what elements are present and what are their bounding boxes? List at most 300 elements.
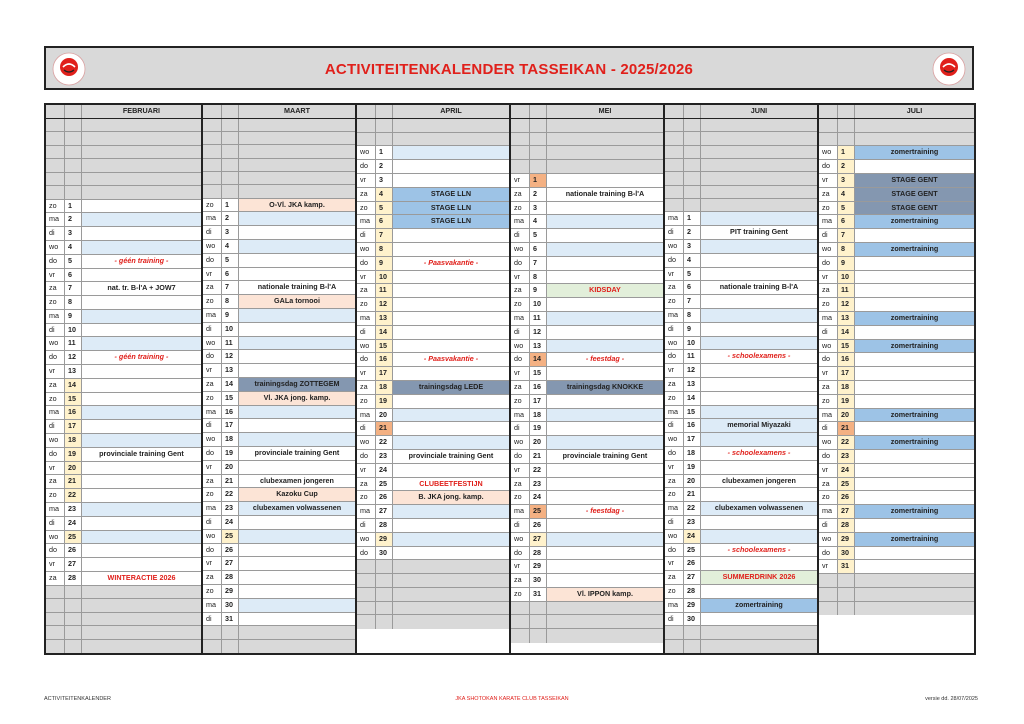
weekday-label: ma [203, 406, 222, 419]
calendar-day-row [819, 464, 974, 478]
event-label[interactable]: - schoolexamens - [701, 544, 817, 557]
event-label[interactable]: Vl. IPPON kamp. [547, 588, 663, 601]
event-label [82, 296, 201, 309]
day-number: 3 [838, 174, 855, 187]
weekday-label [46, 586, 65, 598]
day-number [530, 146, 547, 159]
event-label[interactable]: zomertraining [855, 533, 974, 546]
event-label[interactable]: memorial Miyazaki [701, 419, 817, 432]
calendar-day-row [357, 353, 509, 367]
event-label[interactable]: nationale training B-l'A [701, 281, 817, 294]
event-label[interactable]: provinciale training Gent [393, 450, 509, 463]
day-number: 27 [530, 533, 547, 546]
month-name: MEI [547, 105, 663, 118]
weekday-label: di [46, 517, 65, 530]
calendar-empty-row [665, 199, 817, 212]
day-number: 18 [65, 434, 82, 447]
weekday-label: ma [819, 312, 838, 325]
event-label[interactable]: Kazoku Cup [239, 488, 355, 501]
calendar-day-row [819, 202, 974, 216]
weekday-label [511, 629, 530, 643]
calendar-day-row [819, 505, 974, 519]
weekday-label: za [665, 571, 684, 584]
day-number: 11 [684, 350, 701, 363]
weekday-label: za [46, 572, 65, 585]
weekday-label: vr [46, 462, 65, 475]
weekday-label: za [665, 475, 684, 488]
calendar-day-row [203, 488, 355, 502]
calendar-day-row [357, 174, 509, 188]
weekday-label: ma [357, 505, 376, 518]
calendar-day-row [511, 312, 663, 326]
weekday-label: do [511, 547, 530, 560]
calendar-day-row [46, 324, 201, 338]
event-label [82, 269, 201, 282]
event-label [239, 419, 355, 432]
day-number: 10 [684, 337, 701, 350]
calendar-empty-row [511, 119, 663, 133]
event-label [82, 462, 201, 475]
calendar-day-row [46, 379, 201, 393]
event-label [239, 212, 355, 225]
event-label[interactable]: Vl. JKA jong. kamp. [239, 392, 355, 405]
calendar-day-row [819, 312, 974, 326]
event-label[interactable]: zomertraining [855, 505, 974, 518]
event-label[interactable]: STAGE LLN [393, 188, 509, 201]
weekday-label: do [357, 353, 376, 366]
header-spacer [530, 105, 547, 118]
calendar-day-row [819, 519, 974, 533]
weekday-label: wo [511, 436, 530, 449]
event-label[interactable]: SUMMERDRINK 2026 [701, 571, 817, 584]
day-number: 27 [684, 571, 701, 584]
event-label [239, 226, 355, 239]
day-number: 29 [222, 585, 239, 598]
event-label[interactable]: provinciale training Gent [547, 450, 663, 463]
weekday-label: za [203, 475, 222, 488]
calendar-day-row [357, 340, 509, 354]
calendar-day-row [511, 395, 663, 409]
weekday-label: zo [203, 392, 222, 405]
day-number: 21 [376, 422, 393, 435]
event-label[interactable]: KIDSDAY [547, 284, 663, 297]
event-label[interactable]: trainingsdag KNOKKE [547, 381, 663, 394]
weekday-label: zo [511, 395, 530, 408]
event-label[interactable]: O-Vl. JKA kamp. [239, 199, 355, 212]
weekday-label [46, 599, 65, 611]
event-label[interactable]: zomertraining [855, 215, 974, 228]
calendar-day-row [46, 475, 201, 489]
calendar-day-row [203, 392, 355, 406]
event-label [239, 585, 355, 598]
event-label [82, 241, 201, 254]
calendar-empty-row [46, 586, 201, 599]
day-number: 3 [684, 240, 701, 253]
weekday-label: zo [203, 199, 222, 212]
event-label[interactable]: STAGE LLN [393, 202, 509, 215]
header-spacer [684, 105, 701, 118]
event-label [547, 422, 663, 435]
day-number: 17 [376, 367, 393, 380]
weekday-label: di [46, 227, 65, 240]
day-number: 15 [376, 340, 393, 353]
day-number: 20 [530, 436, 547, 449]
weekday-label: vr [511, 464, 530, 477]
calendar-empty-row [357, 574, 509, 588]
day-number: 18 [684, 447, 701, 460]
weekday-label [665, 159, 684, 171]
day-number: 5 [376, 202, 393, 215]
day-number: 2 [530, 188, 547, 201]
calendar-day-row [511, 574, 663, 588]
day-number [376, 574, 393, 587]
event-label[interactable]: - Paasvakantie - [393, 353, 509, 366]
weekday-label: vr [357, 464, 376, 477]
calendar-empty-row [511, 615, 663, 629]
event-label [393, 602, 509, 615]
event-label [701, 378, 817, 391]
day-number: 19 [530, 422, 547, 435]
weekday-label [46, 132, 65, 144]
title-bar [44, 46, 974, 90]
event-label [239, 557, 355, 570]
weekday-label: zo [357, 491, 376, 504]
day-number: 27 [376, 505, 393, 518]
calendar-day-row [203, 419, 355, 433]
day-number: 23 [376, 450, 393, 463]
event-label [239, 544, 355, 557]
day-number: 13 [376, 312, 393, 325]
event-label [239, 640, 355, 653]
event-label[interactable]: WINTERACTIE 2026 [82, 572, 201, 585]
header-spacer [203, 105, 222, 118]
event-label[interactable]: zomertraining [855, 243, 974, 256]
event-label [82, 599, 201, 611]
calendar-day-row [203, 557, 355, 571]
calendar-day-row [203, 281, 355, 295]
weekday-label: vr [511, 560, 530, 573]
weekday-label: di [357, 229, 376, 242]
event-label[interactable]: clubexamen volwassenen [239, 502, 355, 515]
calendar-day-row [203, 502, 355, 516]
weekday-label: za [819, 284, 838, 297]
event-label [701, 254, 817, 267]
calendar-day-row [665, 378, 817, 392]
day-number: 19 [65, 448, 82, 461]
weekday-label: wo [357, 436, 376, 449]
day-number: 10 [65, 324, 82, 337]
event-label [701, 186, 817, 198]
event-label [547, 478, 663, 491]
day-number: 25 [838, 478, 855, 491]
event-label [547, 326, 663, 339]
weekday-label [46, 146, 65, 158]
day-number: 10 [530, 298, 547, 311]
day-number: 12 [222, 350, 239, 363]
day-number [376, 119, 393, 132]
calendar-day-row [203, 461, 355, 475]
event-label[interactable]: - géén training - [82, 255, 201, 268]
event-label[interactable]: - schoolexamens - [701, 350, 817, 363]
weekday-label: do [819, 160, 838, 173]
calendar-day-row [203, 613, 355, 627]
calendar-grid [44, 103, 976, 655]
event-label [393, 229, 509, 242]
weekday-label: di [819, 229, 838, 242]
day-number: 3 [376, 174, 393, 187]
calendar-day-row [203, 585, 355, 599]
event-label[interactable]: zomertraining [855, 146, 974, 159]
event-label[interactable]: STAGE GENT [855, 202, 974, 215]
calendar-empty-row [203, 640, 355, 653]
event-label [701, 461, 817, 474]
day-number [684, 172, 701, 184]
day-number: 16 [838, 353, 855, 366]
event-label [82, 213, 201, 226]
event-label [82, 337, 201, 350]
header-spacer [511, 105, 530, 118]
calendar-day-row [46, 241, 201, 255]
calendar-day-row [819, 326, 974, 340]
event-label[interactable]: nationale training B-l'A [547, 188, 663, 201]
event-label [393, 312, 509, 325]
event-label [393, 436, 509, 449]
day-number: 1 [376, 146, 393, 159]
weekday-label [665, 132, 684, 144]
event-label [393, 464, 509, 477]
month-column [819, 105, 974, 653]
event-label[interactable]: zomertraining [855, 340, 974, 353]
calendar-day-row [46, 337, 201, 351]
event-label [239, 406, 355, 419]
event-label [239, 309, 355, 322]
calendar-day-row [357, 533, 509, 547]
weekday-label: do [357, 160, 376, 173]
event-label [855, 119, 974, 132]
weekday-label: di [665, 613, 684, 626]
event-label[interactable]: clubexamen jongeren [239, 475, 355, 488]
event-label [82, 310, 201, 323]
weekday-label: di [665, 419, 684, 432]
weekday-label: di [203, 419, 222, 432]
day-number: 15 [530, 367, 547, 380]
day-number: 2 [65, 213, 82, 226]
weekday-label: za [819, 381, 838, 394]
day-number: 26 [684, 557, 701, 570]
calendar-empty-row [665, 119, 817, 132]
event-label[interactable]: nat. tr. B-l'A + JOW7 [82, 282, 201, 295]
day-number [65, 146, 82, 158]
calendar-day-row [46, 434, 201, 448]
weekday-label: ma [203, 502, 222, 515]
event-label [239, 240, 355, 253]
weekday-label: za [357, 478, 376, 491]
calendar-day-row [203, 433, 355, 447]
weekday-label: wo [46, 531, 65, 544]
event-label[interactable]: provinciale training Gent [82, 448, 201, 461]
event-label[interactable]: - feestdag - [547, 505, 663, 518]
day-number: 3 [222, 226, 239, 239]
calendar-day-row [665, 364, 817, 378]
day-number: 4 [65, 241, 82, 254]
calendar-day-row [357, 367, 509, 381]
weekday-label: ma [203, 599, 222, 612]
event-label[interactable]: trainingsdag LEDE [393, 381, 509, 394]
weekday-label: di [665, 226, 684, 239]
event-label [393, 615, 509, 629]
calendar-day-row [46, 420, 201, 434]
calendar-day-row [665, 433, 817, 447]
event-label [701, 268, 817, 281]
event-label[interactable]: STAGE LLN [393, 215, 509, 228]
calendar-empty-row [511, 133, 663, 147]
day-number [530, 133, 547, 146]
weekday-label: vr [511, 367, 530, 380]
day-number: 26 [376, 491, 393, 504]
event-label [82, 475, 201, 488]
calendar-day-row [203, 295, 355, 309]
weekday-label: vr [665, 364, 684, 377]
calendar-day-row [357, 312, 509, 326]
event-label [82, 393, 201, 406]
event-label [547, 367, 663, 380]
day-number: 8 [530, 271, 547, 284]
calendar-day-row [665, 350, 817, 364]
day-number: 12 [838, 298, 855, 311]
day-number: 7 [838, 229, 855, 242]
calendar-day-row [511, 588, 663, 602]
weekday-label: di [665, 323, 684, 336]
day-number: 28 [838, 519, 855, 532]
day-number: 8 [684, 309, 701, 322]
calendar-empty-row [46, 599, 201, 612]
day-number [376, 602, 393, 615]
calendar-day-row [819, 395, 974, 409]
event-label[interactable]: - géén training - [82, 351, 201, 364]
calendar-day-row [665, 337, 817, 351]
event-label[interactable]: clubexamen jongeren [701, 475, 817, 488]
day-number: 28 [376, 519, 393, 532]
event-label[interactable]: - feestdag - [547, 353, 663, 366]
event-label [547, 629, 663, 643]
calendar-day-row [665, 516, 817, 530]
event-label[interactable]: B. JKA jong. kamp. [393, 491, 509, 504]
event-label [239, 145, 355, 157]
day-number: 16 [530, 381, 547, 394]
event-label [701, 199, 817, 211]
calendar-day-row [357, 326, 509, 340]
event-label[interactable]: GALa tornooi [239, 295, 355, 308]
event-label[interactable]: - Paasvakantie - [393, 257, 509, 270]
calendar-empty-row [665, 640, 817, 653]
event-label [701, 516, 817, 529]
event-label[interactable]: zomertraining [855, 436, 974, 449]
calendar-day-row [511, 188, 663, 202]
event-label [239, 433, 355, 446]
event-label[interactable]: STAGE GENT [855, 174, 974, 187]
calendar-day-row [819, 478, 974, 492]
event-label[interactable]: zomertraining [855, 312, 974, 325]
day-number: 30 [376, 547, 393, 560]
event-label [547, 229, 663, 242]
event-label[interactable]: PIT training Gent [701, 226, 817, 239]
calendar-day-row [203, 530, 355, 544]
month-header-row [665, 105, 817, 119]
calendar-day-row [511, 547, 663, 561]
weekday-label: za [511, 284, 530, 297]
calendar-day-row [665, 281, 817, 295]
calendar-day-row [665, 419, 817, 433]
day-number: 15 [684, 406, 701, 419]
event-label[interactable]: clubexamen volwassenen [701, 502, 817, 515]
calendar-day-row [665, 240, 817, 254]
day-number: 12 [530, 326, 547, 339]
weekday-label: ma [203, 212, 222, 225]
weekday-label [819, 119, 838, 132]
calendar-day-row [819, 340, 974, 354]
calendar-day-row [203, 571, 355, 585]
event-label[interactable]: CLUBEETFESTIJN [393, 478, 509, 491]
weekday-label: do [203, 254, 222, 267]
event-label[interactable]: trainingsdag ZOTTEGEM [239, 378, 355, 391]
event-label [701, 585, 817, 598]
month-name: APRIL [393, 105, 509, 118]
event-label[interactable]: - schoolexamens - [701, 447, 817, 460]
weekday-label [665, 146, 684, 158]
header-spacer [65, 105, 82, 118]
event-label [855, 381, 974, 394]
calendar-empty-row [665, 159, 817, 172]
weekday-label: zo [665, 585, 684, 598]
event-label [82, 586, 201, 598]
calendar-day-row [665, 254, 817, 268]
event-label[interactable]: zomertraining [855, 409, 974, 422]
calendar-empty-row [819, 119, 974, 133]
day-number: 12 [376, 298, 393, 311]
event-label[interactable]: provinciale training Gent [239, 447, 355, 460]
calendar-day-row [511, 533, 663, 547]
event-label [393, 560, 509, 573]
day-number: 7 [684, 295, 701, 308]
weekday-label: ma [511, 409, 530, 422]
weekday-label: vr [511, 174, 530, 187]
event-label[interactable]: STAGE GENT [855, 188, 974, 201]
weekday-label: zo [819, 491, 838, 504]
calendar-day-row [203, 364, 355, 378]
event-label [855, 491, 974, 504]
day-number [684, 640, 701, 653]
event-label [393, 271, 509, 284]
weekday-label: do [819, 450, 838, 463]
calendar-day-row [819, 353, 974, 367]
weekday-label: za [511, 478, 530, 491]
event-label[interactable]: zomertraining [701, 599, 817, 612]
weekday-label: zo [665, 392, 684, 405]
day-number: 18 [376, 381, 393, 394]
calendar-day-row [665, 212, 817, 226]
weekday-label: zo [819, 298, 838, 311]
event-label[interactable]: nationale training B-l'A [239, 281, 355, 294]
weekday-label: vr [46, 365, 65, 378]
day-number: 26 [222, 544, 239, 557]
weekday-label: wo [46, 337, 65, 350]
day-number: 23 [838, 450, 855, 463]
calendar-day-row [46, 558, 201, 572]
calendar-day-row [665, 585, 817, 599]
day-number: 3 [530, 202, 547, 215]
event-label [82, 558, 201, 571]
weekday-label [665, 626, 684, 638]
